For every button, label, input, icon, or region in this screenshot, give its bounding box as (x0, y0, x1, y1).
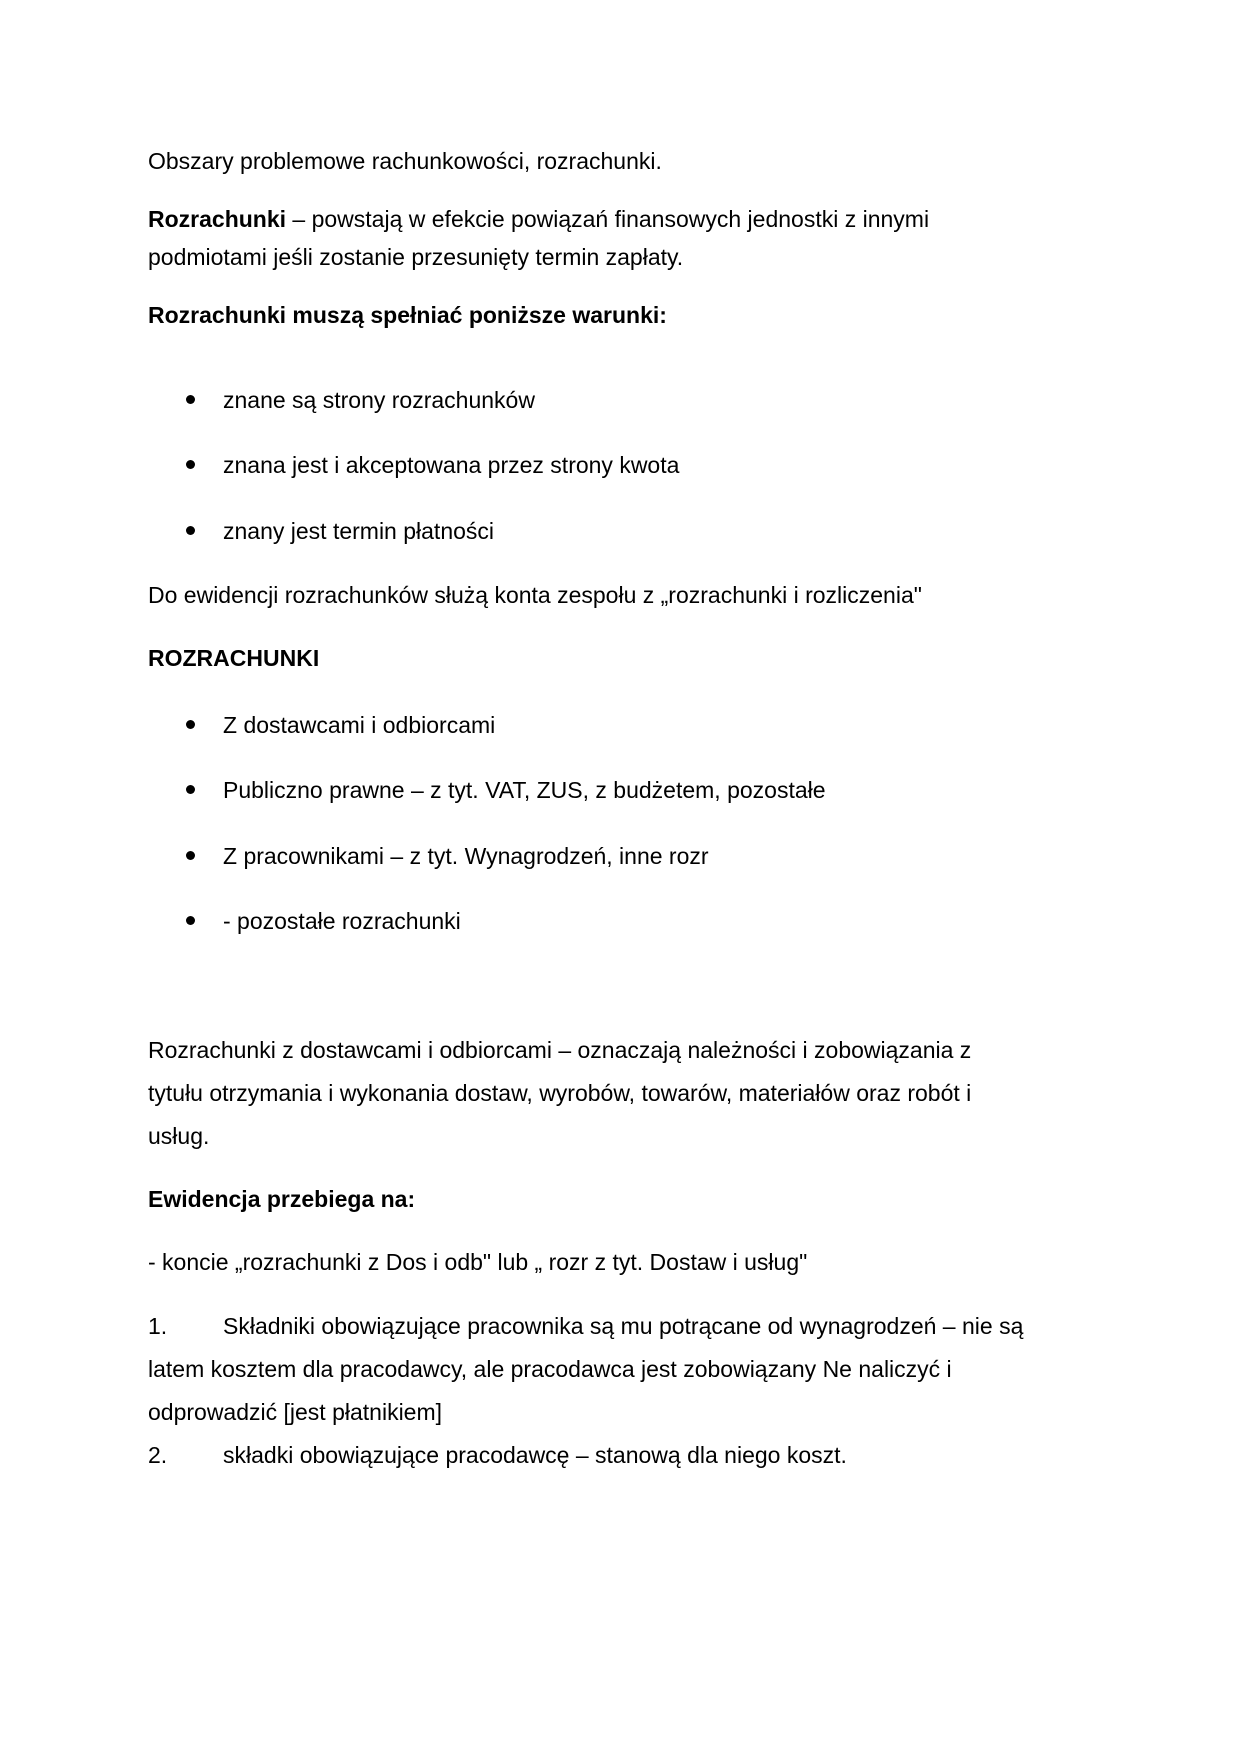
suppliers-line-1: Rozrachunki z dostawcami i odbiorcami – oznaczają należności i zobowiązania z (148, 1037, 972, 1063)
type-item: - pozostałe rozrachunki (223, 908, 461, 934)
suppliers-line-3: usług. (148, 1123, 210, 1149)
type-item: Z dostawcami i odbiorcami (223, 712, 496, 738)
definition-line-1 (148, 204, 929, 234)
numbered-item-number: 2. (148, 1442, 168, 1468)
type-item: Z pracownikami – z tyt. Wynagrodzeń, inne rozr (223, 843, 709, 869)
definition-text: – powstają w efekcie powiązań finansowych jednostki z innymi (286, 206, 930, 232)
condition-item: znana jest i akceptowana przez strony kwota (223, 452, 680, 478)
definition-term: Rozrachunki (148, 206, 287, 232)
numbered-item-line: latem kosztem dla pracodawcy, ale pracodawca jest zobowiązany Ne naliczyć i (148, 1356, 952, 1382)
records-line: - koncie „rozrachunki z Dos i odb" lub „ rozr z tyt. Dostaw i usług" (148, 1249, 808, 1275)
numbered-item-line: składki obowiązujące pracodawcę – stanową dla niego koszt. (223, 1442, 847, 1468)
types-heading: ROZRACHUNKI (148, 645, 320, 671)
bullet-icon (186, 851, 195, 860)
suppliers-line-2: tytułu otrzymania i wykonania dostaw, wyrobów, towarów, materiałów oraz robót i (148, 1080, 972, 1106)
document-title: Obszary problemowe rachunkowości, rozrachunki. (148, 148, 662, 174)
condition-item: znane są strony rozrachunków (223, 387, 535, 413)
condition-item: znany jest termin płatności (223, 518, 495, 544)
accounts-line: Do ewidencji rozrachunków służą konta zespołu z „rozrachunki i rozliczenia" (148, 582, 922, 608)
bullet-icon (186, 720, 195, 729)
bullet-icon (186, 785, 195, 794)
numbered-item-line: odprowadzić [jest płatnikiem] (148, 1399, 443, 1425)
bullet-icon (186, 395, 195, 404)
numbered-item-line: Składniki obowiązujące pracownika są mu potrącane od wynagrodzeń – nie są (223, 1313, 1024, 1339)
conditions-heading: Rozrachunki muszą spełniać poniższe warunki: (148, 302, 667, 328)
records-heading: Ewidencja przebiega na: (148, 1186, 416, 1212)
definition-line-2: podmiotami jeśli zostanie przesunięty termin zapłaty. (148, 244, 684, 270)
numbered-item-number: 1. (148, 1313, 168, 1339)
bullet-icon (186, 460, 195, 469)
type-item: Publiczno prawne – z tyt. VAT, ZUS, z budżetem, pozostałe (223, 777, 826, 803)
bullet-icon (186, 916, 195, 925)
bullet-icon (186, 526, 195, 535)
